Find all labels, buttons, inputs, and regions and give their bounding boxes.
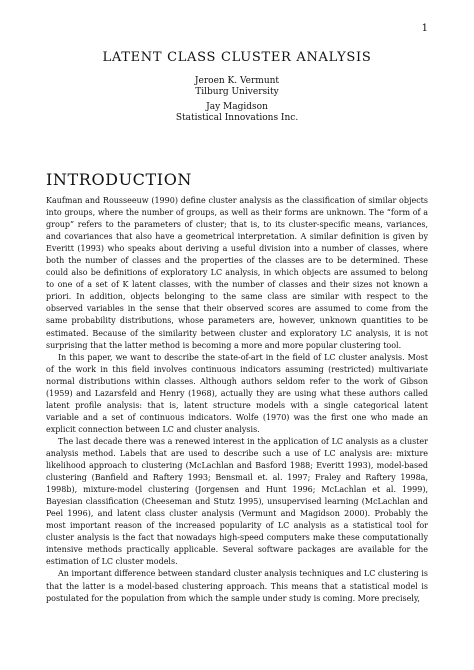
author-name: Jay Magidson	[206, 102, 268, 112]
paragraph: An important difference between standard cluster analysis techniques and LC clustering is that the latter is a model-based clustering approach. This means that a statistical model is postulated for the population from which the sample under study is coming. More precisely,	[46, 569, 428, 603]
author-name: Jeroen K. Vermunt	[194, 76, 280, 86]
author-block	[0, 76, 474, 124]
paragraph: In this paper, we want to describe the state-of-art in the field of LC cluster analysis. Most of the work in this field involves continuous indicators assuming (restricted) multivariate normal distributions within classes. Although authors seldom refer to the work of Gibson (1959) and Lazarsfeld and Henry (1968), actually they are using what these authors called latent profile analysis: that is, latent structure models with a single categorical latent variable and a set of continuous indicators. Wolfe (1970) was the first one who made an explicit connection between LC and cluster analysis.	[46, 352, 428, 434]
paragraph: Kaufman and Rousseeuw (1990) define cluster analysis as the classification of similar objects into groups, where the number of groups, as well as their forms are unknown. The “form of a group” refers to the parameters of cluster; that is, to its cluster-specific means, variances, and covariances that also have a geometrical interpretation. A similar definition is given by Everitt (1993) who speaks about deriving a useful division into a number of classes, where both the number of classes and the properties of the classes are to be determined. These could also be definitions of exploratory LC analysis, in which objects are assumed to belong to one of a set of K latent classes, with the number of classes and their sizes not known a priori. In addition, objects belonging to the same class are similar with respect to the observed variables in the sense that their observed scores are assumed to come from the same probability distributions, whose parameters are, however, unknown quantities to be estimated. Because of the similarity between cluster and exploratory LC analysis, it is not surprising that the latter method is becoming a more and more popular clustering tool.	[46, 196, 428, 350]
paper-title: LATENT CLASS CLUSTER ANALYSIS	[102, 50, 372, 65]
section-heading: INTRODUCTION	[46, 170, 193, 189]
author-affiliation: Tilburg University	[195, 87, 279, 97]
author-affiliation: Statistical Innovations Inc.	[175, 113, 299, 123]
page-number: 1	[421, 23, 428, 34]
paragraph: The last decade there was a renewed interest in the application of LC analysis as a cluster analysis method. Labels that are used to describe such a use of LC analysis are: mixture likelihood approach to clustering (McLachlan and Basford 1988; Everitt 1993), model-based clustering (Banfield and Raftery 1993; Bensmail et. al. 1997; Fraley and Raftery 1998a, 1998b), mixture-model clustering (Jorgensen and Hunt 1996; McLachlan et al. 1999), Bayesian classification (Cheeseman and Stutz 1995), unsupervised learning (McLachlan and Peel 1996), and latent class cluster analysis (Vermunt and Magidson 2000). Probably the most important reason of the increased popularity of LC analysis as a statistical tool for cluster analysis is the fact that nowadays high-speed computers make these computationally intensive methods practically applicable. Several software packages are available for the estimation of LC cluster models.	[46, 436, 428, 567]
body-text	[46, 195, 428, 605]
